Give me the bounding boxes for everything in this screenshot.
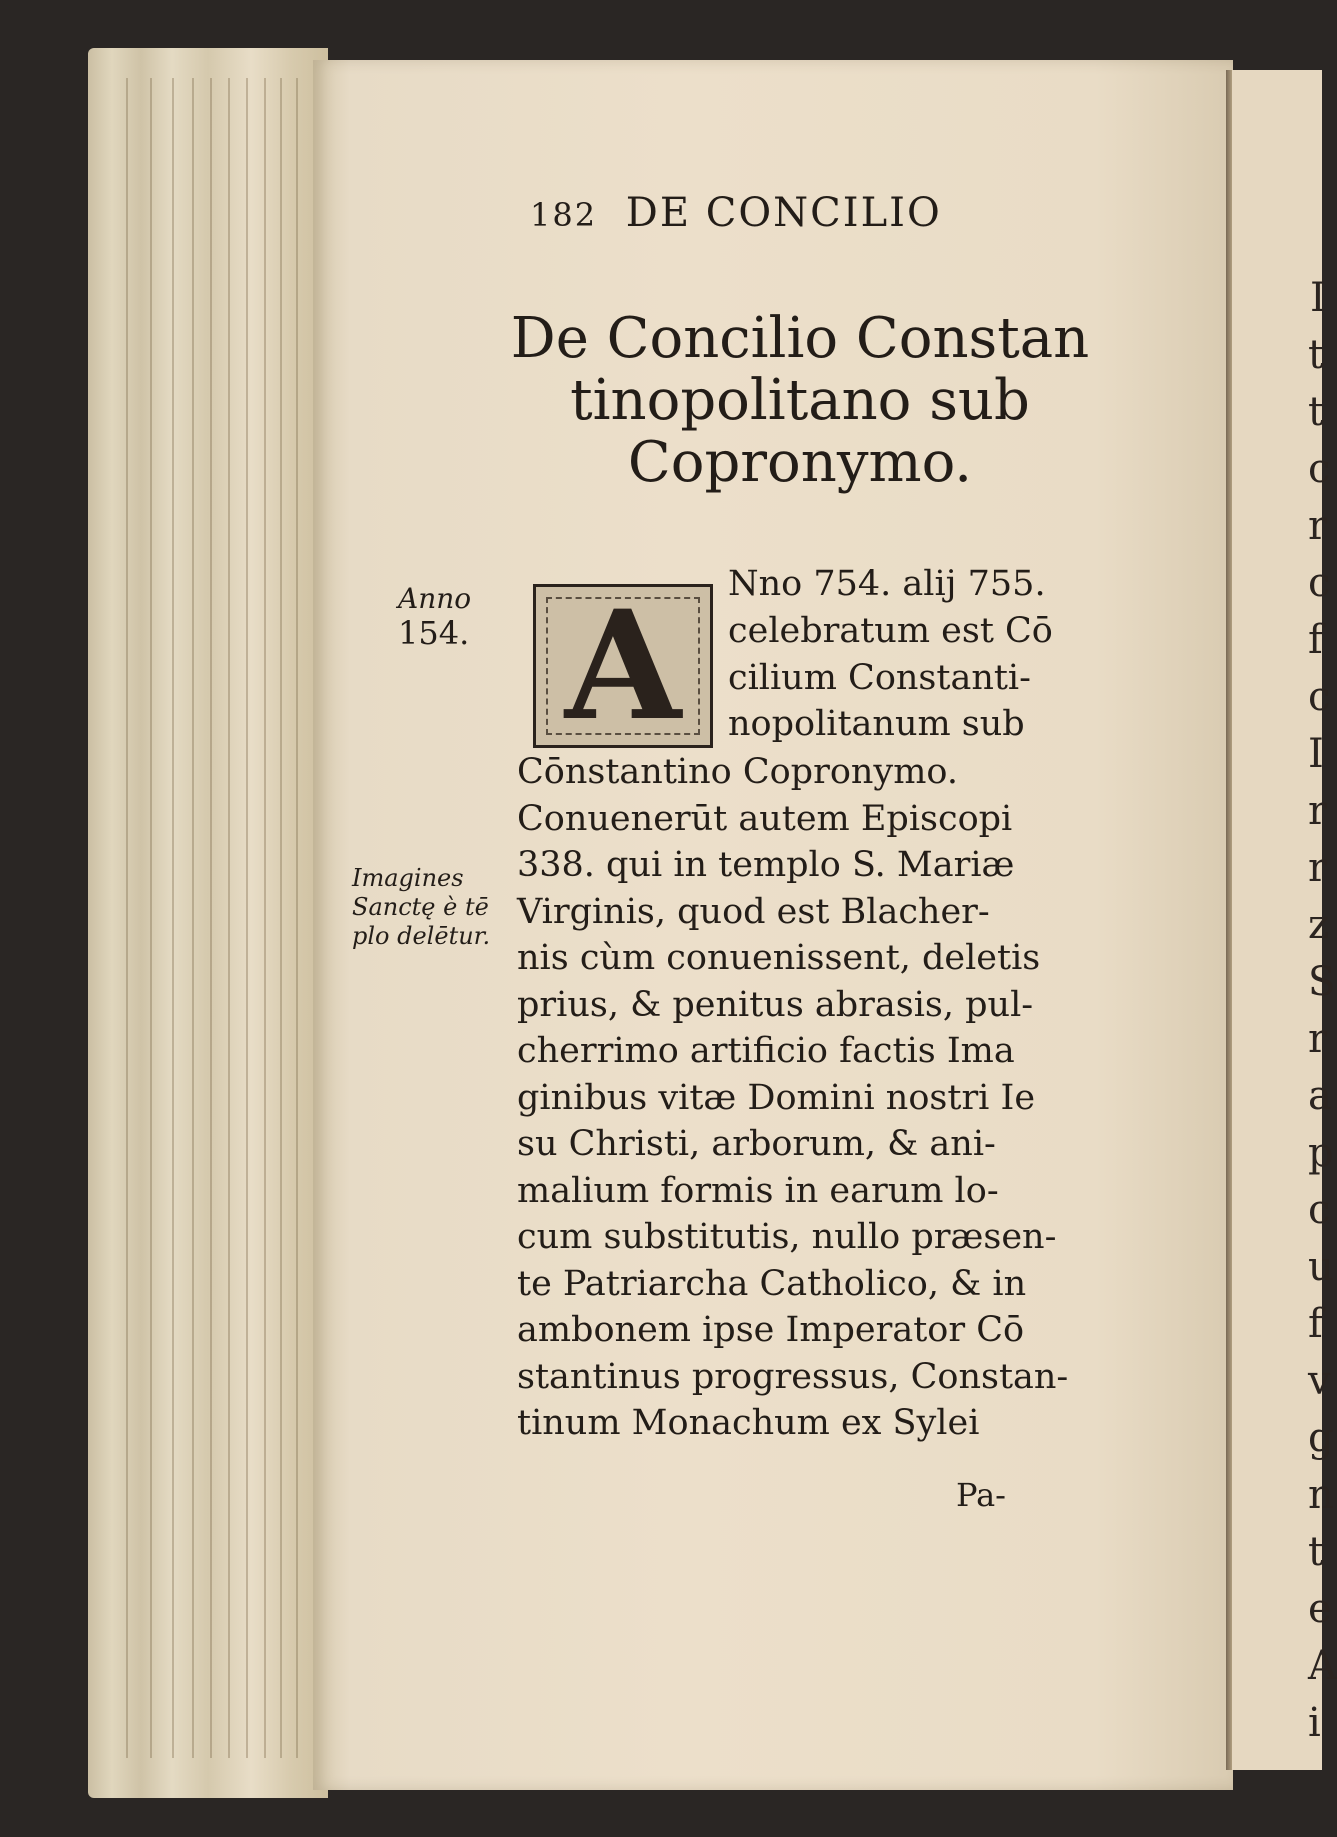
heading-line: De Concilio Constan (510, 306, 1090, 371)
facing-page-letter: I (1308, 731, 1324, 777)
facing-page-letter: z (1308, 902, 1330, 948)
anno-label: Anno (398, 582, 472, 615)
facing-page-letter: r (1308, 503, 1328, 549)
facing-page-letter: p (1308, 1130, 1334, 1176)
anno-year: 154. (398, 614, 470, 652)
body-line: su Christi, arborum, & ani- (517, 1124, 996, 1164)
facing-page-letter: r (1308, 1016, 1328, 1062)
facing-page-letter: S (1308, 959, 1336, 1005)
body-line: cilium Constanti- (728, 658, 1031, 698)
facing-page-letter: v (1308, 1358, 1331, 1404)
facing-page-letter: f (1308, 617, 1323, 663)
body-line: prius, & penitus abrasis, pul- (517, 984, 1034, 1025)
facing-page-letter: i (1308, 1700, 1321, 1746)
body-line: Virginis, quod est Blacher- (517, 891, 990, 932)
facing-page-letter: e (1308, 1586, 1332, 1632)
running-title: DE CONCILIO (625, 190, 942, 236)
body-line: cum substitutis, nullo præsen- (517, 1217, 1057, 1257)
page-number: 182 (530, 196, 598, 234)
body-line: ambonem ipse Imperator Cō (517, 1310, 1025, 1350)
margin-note-line: plo delētur. (352, 922, 491, 950)
facing-page-letter: r (1308, 845, 1328, 891)
facing-page-letter: A (1308, 1643, 1337, 1689)
margin-note-imagines (352, 864, 490, 951)
body-line: nopolitanum sub (728, 704, 1025, 744)
body-line: Cōnstantino Copronymo. (517, 752, 958, 792)
body-line: 338. qui in templo S. Mariæ (517, 845, 1015, 885)
heading-line: tinopolitano sub (570, 368, 1030, 433)
chapter-heading (500, 308, 1100, 494)
decorated-initial: A (533, 584, 713, 748)
body-line: te Patriarcha Catholico, & in (517, 1263, 1027, 1304)
facing-page-letter: n (1308, 1472, 1334, 1518)
facing-page-letter: c (1308, 446, 1331, 492)
facing-page-letter: f (1308, 1301, 1323, 1347)
facing-page-letter: u (1308, 1244, 1334, 1290)
catchword: Pa- (956, 1476, 1006, 1514)
heading-line: Copronymo. (627, 430, 973, 495)
margin-note-line: Sanctę è tē (352, 893, 489, 921)
body-line: cherrimo artificio factis Ima (517, 1031, 1015, 1071)
body-line: Nno 754. alij 755. (728, 564, 1046, 604)
facing-page-edge (1232, 70, 1337, 1770)
facing-page-letter: g (1308, 1415, 1334, 1461)
body-line: tinum Monachum ex Sylei (517, 1403, 980, 1443)
facing-page-letter: c (1308, 560, 1331, 606)
body-line: celebratum est Cō (728, 611, 1053, 651)
body-line: ginibus vitæ Domini nostri Ie (517, 1077, 1036, 1118)
facing-page-letter: c (1308, 1187, 1331, 1233)
page-edges (88, 48, 328, 1798)
body-line: stantinus progressus, Constan- (517, 1356, 1069, 1397)
margin-note-line: Imagines (352, 864, 464, 892)
margin-note-anno (398, 582, 472, 652)
facing-page-letter: t (1308, 389, 1325, 435)
body-line: malium formis in earum lo- (517, 1170, 999, 1211)
facing-page-letter: t (1308, 1529, 1325, 1575)
running-head (530, 190, 942, 236)
facing-page-letter: a (1308, 1073, 1332, 1119)
facing-page-letter: c (1308, 674, 1331, 720)
facing-page-letter: t (1308, 332, 1325, 378)
body-line: Conuenerūt autem Episcopi (517, 798, 1013, 839)
facing-page-letter: r (1308, 788, 1328, 834)
facing-page-letter: I (1310, 275, 1326, 321)
body-line: nis cùm conuenissent, deletis (517, 938, 1041, 978)
